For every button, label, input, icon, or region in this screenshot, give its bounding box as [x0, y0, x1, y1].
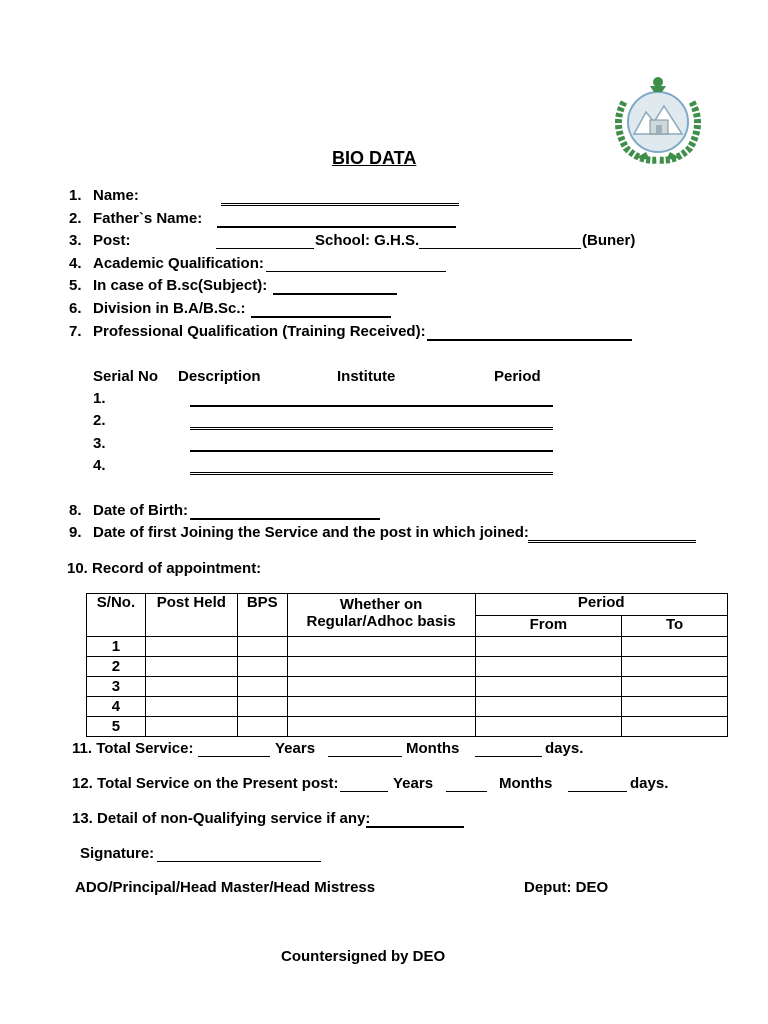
row-number: 3	[87, 677, 146, 697]
field-date-of-birth	[69, 502, 188, 520]
present-service-years-label: Years	[393, 775, 434, 792]
cell-from[interactable]	[475, 677, 622, 697]
cell-basis[interactable]	[287, 637, 475, 657]
field-number: 7.	[69, 323, 82, 340]
total-service-years-blank[interactable]	[198, 756, 270, 757]
present-service-years-blank[interactable]	[340, 791, 388, 792]
cell-bps[interactable]	[237, 637, 287, 657]
header-from: From	[475, 616, 622, 637]
field-label: Date of Birth:	[93, 502, 188, 519]
field-label: Date of first Joining the Service and the post in which joined:	[93, 524, 529, 541]
present-service-months-blank[interactable]	[446, 791, 487, 792]
field-label: Professional Qualification (Training Received):	[93, 323, 426, 340]
field-number: 6.	[69, 300, 82, 317]
officer-designation: ADO/Principal/Head Master/Head Mistress	[75, 879, 376, 896]
name-blank[interactable]	[221, 203, 459, 206]
district-label: (Buner)	[582, 232, 636, 249]
header-post-held: Post Held	[145, 594, 237, 637]
field-number: 8.	[69, 502, 82, 519]
first-joining-blank[interactable]	[528, 540, 696, 543]
total-service-years-label: Years	[275, 740, 316, 757]
field-label: Name:	[93, 187, 139, 204]
training-header-period: Period	[494, 368, 541, 385]
deputy-deo: Deput: DEO	[524, 879, 609, 896]
training-row-number: 1.	[93, 390, 106, 407]
cell-to[interactable]	[622, 717, 728, 737]
row-number: 2	[87, 657, 146, 677]
field-label: Division in B.A/B.Sc.:	[93, 300, 246, 317]
total-service-months-blank[interactable]	[328, 756, 402, 757]
training-row-number: 3.	[93, 435, 106, 452]
field-label: In case of B.sc(Subject):	[93, 277, 268, 294]
table-row	[87, 637, 728, 657]
training-header-serial: Serial No	[93, 368, 159, 385]
countersigned-label: Countersigned by DEO	[281, 948, 446, 965]
header-bps: BPS	[237, 594, 287, 637]
cell-post-held[interactable]	[145, 697, 237, 717]
training-row-number: 2.	[93, 412, 106, 429]
division-blank[interactable]	[251, 316, 391, 318]
table-row	[87, 717, 728, 737]
school-blank[interactable]	[419, 248, 581, 249]
cell-post-held[interactable]	[145, 717, 237, 737]
cell-from[interactable]	[475, 637, 622, 657]
cell-post-held[interactable]	[145, 637, 237, 657]
cell-from[interactable]	[475, 717, 622, 737]
field-name	[69, 187, 139, 205]
father-name-blank[interactable]	[217, 226, 456, 228]
header-to: To	[622, 616, 728, 637]
total-service-days-label: days.	[545, 740, 584, 757]
field-academic-qualification	[69, 255, 264, 273]
record-heading: 10. Record of appointment:	[67, 560, 262, 577]
signature-blank[interactable]	[157, 861, 321, 862]
present-service-label: 12. Total Service on the Present post:	[72, 775, 339, 792]
table-row	[87, 657, 728, 677]
table-row	[87, 697, 728, 717]
table-row	[87, 677, 728, 697]
training-row-blank[interactable]	[190, 450, 553, 452]
cell-to[interactable]	[622, 637, 728, 657]
bsc-subject-blank[interactable]	[273, 293, 397, 295]
cell-to[interactable]	[622, 677, 728, 697]
cell-bps[interactable]	[237, 677, 287, 697]
non-qualifying-label: 13. Detail of non-Qualifying service if any:	[72, 810, 371, 827]
field-label: Father`s Name:	[93, 210, 203, 227]
cell-basis[interactable]	[287, 697, 475, 717]
header-basis: Whether on Regular/Adhoc basis	[287, 594, 475, 637]
training-header-institute: Institute	[337, 368, 396, 385]
header-sno: S/No.	[87, 594, 146, 637]
field-first-joining	[69, 524, 529, 542]
field-number: 3.	[69, 232, 82, 249]
non-qualifying-blank[interactable]	[366, 826, 464, 828]
total-service-days-blank[interactable]	[475, 756, 542, 757]
field-number: 1.	[69, 187, 82, 204]
cell-to[interactable]	[622, 657, 728, 677]
header-period: Period	[475, 594, 728, 616]
professional-qualification-blank[interactable]	[427, 339, 632, 341]
row-number: 1	[87, 637, 146, 657]
cell-to[interactable]	[622, 697, 728, 717]
school-label: School: G.H.S.	[315, 232, 420, 249]
cell-post-held[interactable]	[145, 677, 237, 697]
cell-from[interactable]	[475, 657, 622, 677]
cell-from[interactable]	[475, 697, 622, 717]
total-service-months-label: Months	[406, 740, 460, 757]
cell-basis[interactable]	[287, 717, 475, 737]
field-professional-qualification	[69, 323, 426, 341]
cell-bps[interactable]	[237, 717, 287, 737]
cell-basis[interactable]	[287, 677, 475, 697]
academic-qualification-blank[interactable]	[266, 271, 446, 272]
training-header-description: Description	[178, 368, 261, 385]
row-number: 4	[87, 697, 146, 717]
training-row-blank[interactable]	[190, 427, 553, 430]
field-number: 4.	[69, 255, 82, 272]
cell-post-held[interactable]	[145, 657, 237, 677]
present-service-days-blank[interactable]	[568, 791, 627, 792]
field-post	[69, 232, 131, 250]
total-service-label: 11. Total Service:	[72, 740, 194, 757]
date-of-birth-blank[interactable]	[190, 518, 380, 520]
training-row-blank[interactable]	[190, 405, 553, 407]
field-bsc-subject	[69, 277, 267, 295]
page-title: BIO DATA	[332, 148, 417, 168]
field-label: Post:	[93, 232, 131, 249]
field-father-name	[69, 210, 202, 228]
cell-bps[interactable]	[237, 657, 287, 677]
training-row-number: 4.	[93, 457, 106, 474]
field-number: 2.	[69, 210, 82, 227]
post-blank[interactable]	[216, 248, 314, 249]
field-number: 5.	[69, 277, 82, 294]
appointment-record-table	[86, 593, 728, 737]
training-row-blank[interactable]	[190, 472, 553, 475]
row-number: 5	[87, 717, 146, 737]
field-number: 9.	[69, 524, 82, 541]
cell-bps[interactable]	[237, 697, 287, 717]
cell-basis[interactable]	[287, 657, 475, 677]
government-seal-logo	[606, 72, 710, 166]
field-division	[69, 300, 246, 318]
signature-label: Signature:	[80, 845, 155, 862]
field-label: Academic Qualification:	[93, 255, 264, 272]
present-service-days-label: days.	[630, 775, 669, 792]
present-service-months-label: Months	[499, 775, 553, 792]
